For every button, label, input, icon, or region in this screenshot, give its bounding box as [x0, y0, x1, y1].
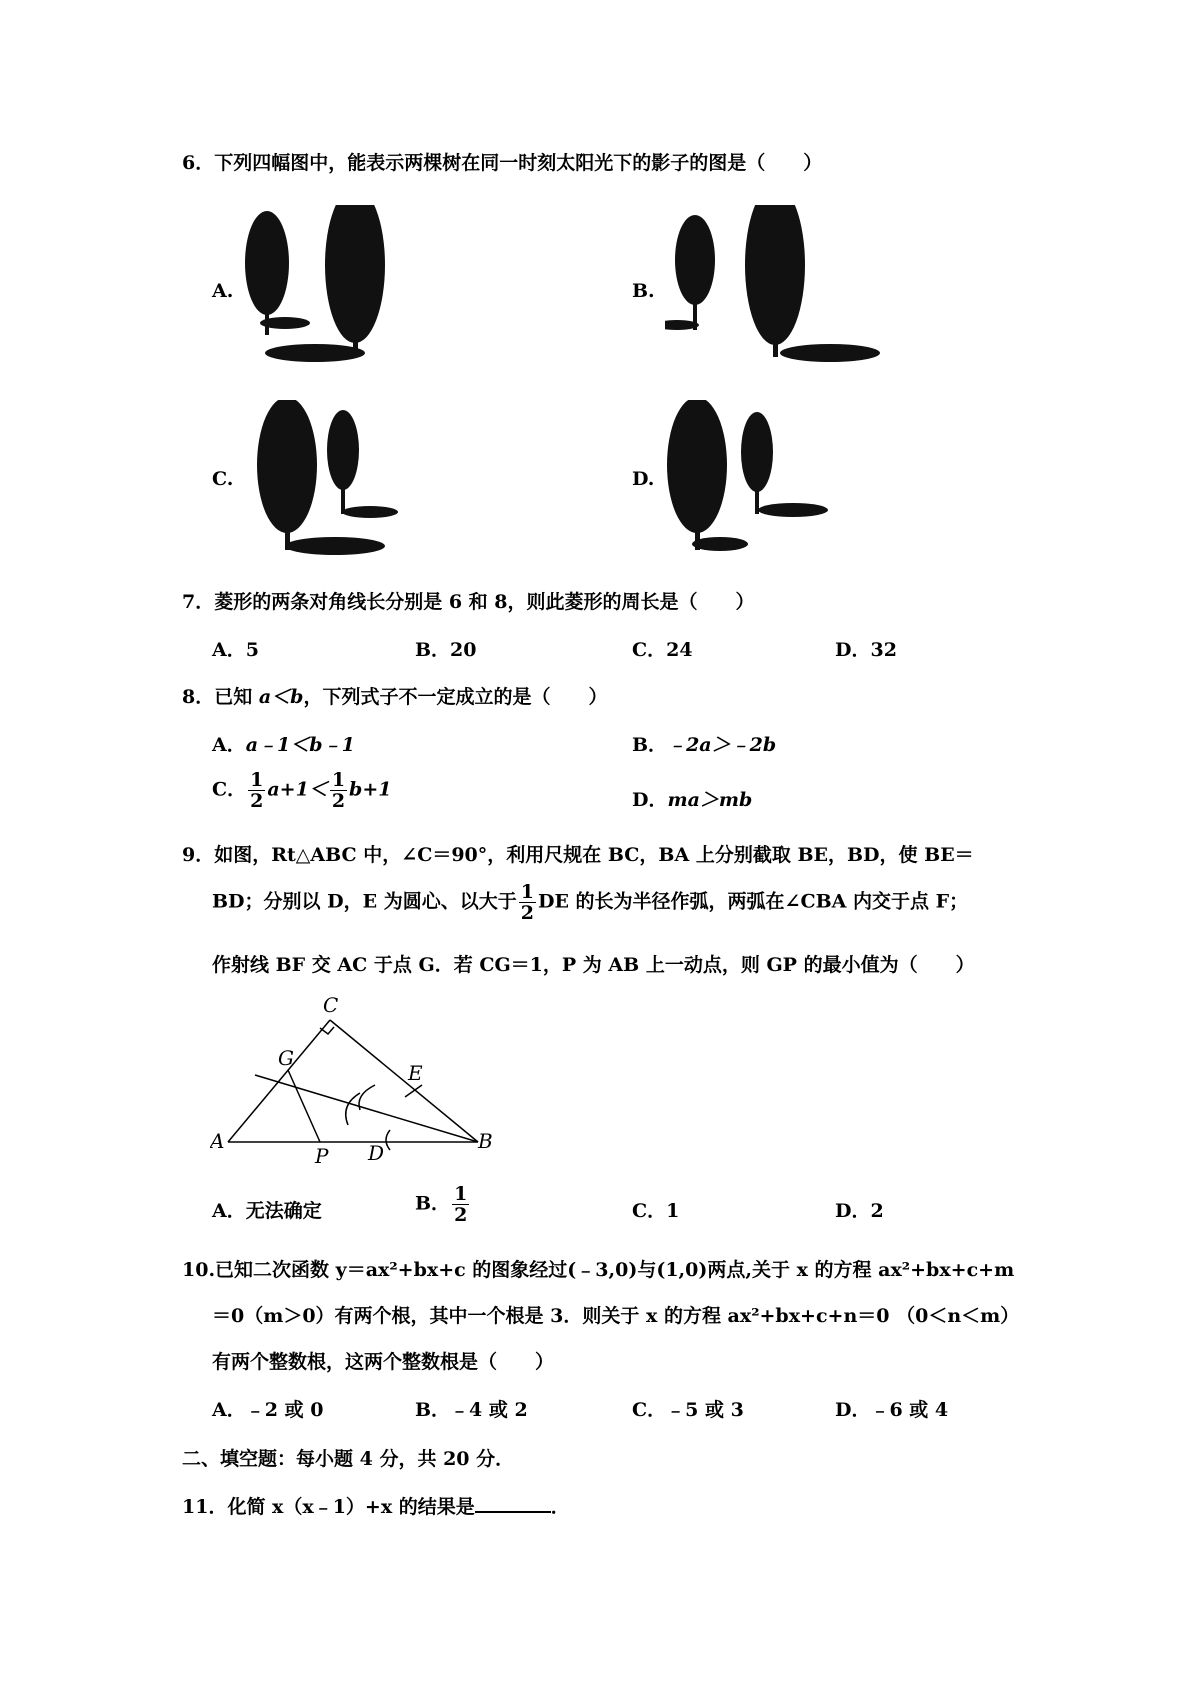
vertex-label-a: A [210, 1129, 225, 1153]
q8-option-a: A．a﹣1＜b﹣1 [212, 734, 355, 756]
q9-option-c: C．1 [632, 1200, 680, 1222]
vertex-label-b: B [478, 1129, 493, 1153]
q6-option-c-label: C. [212, 468, 234, 490]
q10-line2: ＝0（m＞0）有两个根，其中一个根是 3．则关于 x 的方程 ax²+bx+c+n＝0 （0＜n＜m） [212, 1305, 1020, 1327]
q6-option-d-label: D. [632, 468, 655, 490]
q7-stem: 7．菱形的两条对角线长分别是 6 和 8，则此菱形的周长是（ ） [182, 591, 755, 613]
q7-option-a: A．5 [212, 639, 259, 661]
q9-option-b: B． $\frac{1}{2}$ [415, 1183, 468, 1226]
q7-option-d: D．32 [835, 639, 897, 661]
fraction: $\frac{1}{2}$ [520, 881, 534, 924]
vertex-label-d: D [368, 1141, 385, 1165]
q9-option-a: A．无法确定 [212, 1200, 322, 1222]
fraction: $\frac{1}{2}$ [454, 1183, 468, 1226]
trees-shadow-right-icon [255, 400, 405, 560]
trees-shadow-mixed-icon [665, 205, 885, 365]
q11-stem: 11．化简 x（x﹣1）+x 的结果是 ． [182, 1492, 570, 1519]
q8-option-b: B．﹣2a＞﹣2b [632, 734, 777, 756]
vertex-label-c: C [323, 993, 339, 1017]
q6-stem: 6．下列四幅图中，能表示两棵树在同一时刻太阳光下的影子的图是（ ） [182, 152, 823, 174]
q9-option-d: D．2 [835, 1200, 884, 1222]
vertex-label-p: P [315, 1144, 329, 1165]
fraction: $\frac{1}{2}$ [331, 769, 346, 812]
q10-option-d: D．﹣6 或 4 [835, 1399, 949, 1421]
q10-option-c: C．﹣5 或 3 [632, 1399, 744, 1421]
vertex-label-g: G [278, 1046, 294, 1070]
q6-option-b-label: B. [632, 280, 655, 302]
q10-option-b: B．﹣4 或 2 [415, 1399, 528, 1421]
q10-line3: 有两个整数根，这两个整数根是（ ） [212, 1351, 555, 1373]
q8-option-c: C． $\frac{1}{2}$ a+1＜ $\frac{1}{2}$ b+1 [212, 769, 392, 812]
q10-line1: 10.已知二次函数 y＝ax²+bx+c 的图象经过(﹣3,0)与(1,0)两点,关于 x 的方程 ax²+bx+c+m [182, 1259, 1015, 1281]
q7-option-b: B．20 [415, 639, 477, 661]
q10-option-a: A．﹣2 或 0 [212, 1399, 324, 1421]
vertex-label-e: E [408, 1061, 423, 1085]
q8-stem: 8．已知 a＜b，下列式子不一定成立的是（ ） [182, 686, 608, 708]
q7-option-c: C．24 [632, 639, 693, 661]
section-heading: 二、填空题：每小题 4 分，共 20 分． [182, 1448, 515, 1470]
q9-line1: 9．如图，Rt△ABC 中，∠C＝90°，利用尺规在 BC，BA 上分别截取 BE，BD，使 BE＝ [182, 844, 974, 866]
q9-line2: BD；分别以 D，E 为圆心、以大于 $\frac{1}{2}$ DE 的长为半径作弧，两弧在∠CBA 内交于点 F； [212, 881, 969, 924]
q6-option-a-label: A. [212, 280, 234, 302]
answer-blank[interactable] [475, 1493, 551, 1513]
q9-line3: 作射线 BF 交 AC 于点 G．若 CG＝1，P 为 AB 上一动点，则 GP 的最小值为（ ） [212, 954, 975, 976]
q8-option-d: D．ma＞mb [632, 789, 753, 811]
trees-shadow-right-small-icon [665, 400, 835, 560]
trees-shadow-right-icon [245, 205, 445, 365]
fraction: $\frac{1}{2}$ [250, 769, 264, 812]
triangle-figure [210, 985, 500, 1165]
